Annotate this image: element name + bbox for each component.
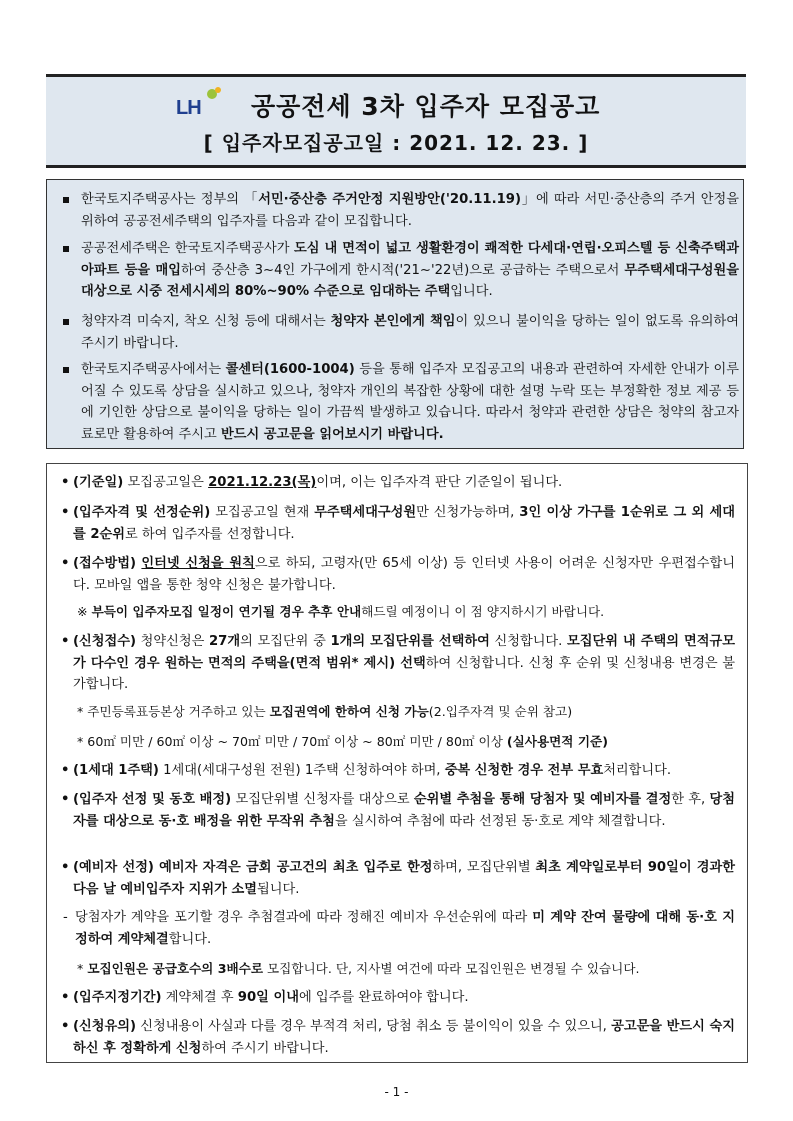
notice-text xyxy=(73,472,735,494)
text-run: (입주자 선정 및 동호 배정) xyxy=(73,792,232,807)
intro-item xyxy=(63,359,739,445)
notice-text xyxy=(75,907,735,950)
logo-dot-yellow xyxy=(215,87,221,93)
notice-item xyxy=(61,789,735,832)
notice-note xyxy=(77,701,737,723)
notice-item xyxy=(61,502,735,545)
text-run: 만 신청가능하며, xyxy=(416,505,520,520)
text-run: 부득이 입주자모집 일정이 연기될 경우 추후 안내 xyxy=(91,604,362,619)
notice-subitem xyxy=(63,907,735,950)
text-run: 최초 계약일로부터 90일이 경과한 다음 날 예비입주자 지위가 소멸 xyxy=(73,860,735,897)
text-run: 중복 신청한 경우 전부 무효 xyxy=(444,763,604,778)
dot-bullet-icon: • xyxy=(61,475,70,490)
notice-text xyxy=(73,987,735,1009)
text-run: (신청접수) xyxy=(73,634,137,649)
text-run: 신청합니다. xyxy=(489,634,568,649)
text-run: 반드시 공고문을 읽어보시기 바랍니다. xyxy=(220,426,444,442)
notice-text xyxy=(73,502,735,545)
intro-item xyxy=(63,311,739,354)
notice-item xyxy=(61,987,735,1009)
text-run: (실사용면적 기준) xyxy=(506,734,608,749)
text-run: 당첨자를 대상으로 동·호 배정을 위한 무작위 추첨 xyxy=(73,792,735,829)
dot-bullet-icon: • xyxy=(61,1019,70,1034)
text-run: 하여 주시기 바랍니다. xyxy=(201,1040,329,1056)
text-run: 에 입주를 완료하여야 합니다. xyxy=(298,990,469,1005)
text-run: 이며, 이는 입주자격 판단 기준일이 됩니다. xyxy=(316,475,563,490)
logo-text: LH xyxy=(176,97,201,119)
text-run: 공고문을 반드시 숙지하신 후 정확하게 신청 xyxy=(73,1019,735,1056)
text-run: 콜센터(1600-1004) xyxy=(225,362,355,377)
text-run: 」에 따라 서민·중산층의 주거 안정을 위하여 공공전세주택의 입주자를 다음과 같이 모집합니다. xyxy=(81,192,740,229)
dot-bullet-icon: • xyxy=(61,634,70,649)
text-run: 무주택세대구성원 xyxy=(314,505,417,520)
notice-box xyxy=(46,463,748,1063)
dash-bullet-icon: - xyxy=(63,910,68,925)
notice-note-text xyxy=(77,601,737,623)
text-run: 해드릴 예정이니 이 점 양지하시기 바랍니다. xyxy=(361,604,605,619)
dot-bullet-icon: • xyxy=(61,990,70,1005)
text-run: 무주택세대구성원을 대상으로 시중 전세시세의 80%~90% 수준으로 임대하는 주택 xyxy=(81,262,739,299)
text-run: (접수방법) xyxy=(73,556,137,571)
text-run: 하며, 모집단위별 xyxy=(432,860,536,875)
text-run: 모집공고일은 xyxy=(123,475,209,490)
text-run: 1개의 모집단위를 선택하여 xyxy=(330,634,490,649)
notice-item xyxy=(61,631,735,696)
text-run: 모집공고일 현재 xyxy=(210,505,315,520)
lh-logo xyxy=(176,87,238,127)
text-run: (1세대 1주택) xyxy=(73,763,159,778)
intro-item xyxy=(63,238,739,303)
text-run: 됩니다. xyxy=(256,881,300,897)
text-run: 입니다. xyxy=(450,284,493,299)
page-number: - 1 - xyxy=(384,1085,409,1099)
dot-bullet-icon: • xyxy=(61,792,70,807)
text-run: 인터넷 신청을 원칙 xyxy=(141,556,255,571)
notice-note xyxy=(77,958,737,980)
intro-text xyxy=(81,189,739,232)
text-run: (입주지정기간) xyxy=(73,990,162,1005)
dot-bullet-icon: • xyxy=(61,763,70,778)
square-bullet-icon xyxy=(63,197,69,203)
dot-bullet-icon: • xyxy=(61,505,70,520)
notice-note-text xyxy=(77,701,737,723)
text-run: (신청유의) xyxy=(73,1019,137,1034)
text-run: 하여 신청합니다. 신청 후 순위 및 신청내용 변경은 불가합니다. xyxy=(73,655,735,692)
text-run: ※ xyxy=(77,604,92,619)
notice-note-text xyxy=(77,958,737,980)
notice-text xyxy=(73,1016,735,1059)
notice-item xyxy=(61,1016,735,1059)
notice-item xyxy=(61,472,735,494)
text-run: 모집합니다. 단, 지사별 여건에 따라 모집인원은 변경될 수 있습니다. xyxy=(263,961,640,976)
intro-text xyxy=(81,359,739,445)
text-run: 당첨자가 계약을 포기할 경우 추첨결과에 따라 정해진 예비자 우선순위에 따라 xyxy=(75,910,533,925)
dot-bullet-icon: • xyxy=(61,860,70,875)
dot-bullet-icon: • xyxy=(61,556,70,571)
text-run: 90일 이내 xyxy=(237,990,299,1005)
square-bullet-icon xyxy=(63,367,69,373)
notice-note-text xyxy=(77,731,737,753)
intro-text xyxy=(81,238,739,303)
notice-text xyxy=(73,857,735,900)
text-run: 공공전세주택은 한국토지주택공사가 xyxy=(81,241,295,256)
text-run: 27개 xyxy=(209,634,241,649)
text-run: 2021.12.23(목) xyxy=(208,475,317,490)
notice-text xyxy=(73,760,735,782)
text-run: 모집단위별 신청자를 대상으로 xyxy=(231,792,414,807)
text-run: (입주자격 및 선정순위) xyxy=(73,505,211,520)
text-run: (기준일) xyxy=(73,475,124,490)
text-run: 모집단위 내 주택의 면적규모가 다수인 경우 원하는 면적의 주택을(면적 범위* 제시) 선택 xyxy=(73,634,735,671)
text-run: 이 있으니 불이익을 당하는 일이 없도록 유의하여 주시기 바랍니다. xyxy=(81,314,739,351)
announcement-date: [ 입주자모집공고일 : 2021. 12. 23. ] xyxy=(203,131,589,155)
text-run: 청약자 본인에게 책임 xyxy=(330,314,456,329)
text-run: 등을 통해 입주자 모집공고의 내용과 관련하여 자세한 안내가 이루어질 수 있도록 상담을 실시하고 있으나, 청약자 개인의 복잡한 상황에 대한 설명 누락 또는 부정확한 정보 제공 등에 기인한 상담으로 불이익을 당하는 일이 가끔씩 발생하고 있습니다. 따라서 청약과 관련한 상담은 청약의 참고자료로만 활용하여 주시고 xyxy=(81,362,739,442)
text-run: 계약체결 후 xyxy=(161,990,238,1005)
notice-item xyxy=(61,857,735,900)
text-run: * 주민등록표등본상 거주하고 있는 xyxy=(77,704,270,719)
text-run: * xyxy=(77,961,88,976)
intro-box xyxy=(46,179,744,449)
notice-text xyxy=(73,553,735,596)
intro-text xyxy=(81,311,739,354)
text-run: 청약자격 미숙지, 착오 신청 등에 대해서는 xyxy=(81,314,331,329)
square-bullet-icon xyxy=(63,246,69,252)
text-run: 도심 내 면적이 넓고 생활환경이 쾌적한 다세대·연립·오피스텔 등 신축주택과 아파트 등을 매입 xyxy=(81,241,739,278)
text-run: 순위별 추첨을 통해 당첨자 및 예비자를 결정 xyxy=(413,792,672,807)
text-run: * 60㎡ 미만 / 60㎡ 이상 ~ 70㎡ 미만 / 70㎡ 이상 ~ 80㎡ 미만 / 80㎡ 이상 xyxy=(77,734,507,749)
text-run: 로 하여 입주자를 선정합니다. xyxy=(124,526,295,542)
text-run: 모집권역에 한하여 신청 가능 xyxy=(269,704,429,719)
text-run: 3인 이상 가구를 1순위로 그 외 세대를 2순위 xyxy=(73,505,736,542)
text-run: 미 계약 잔여 물량에 대해 동·호 지정하여 계약체결 xyxy=(75,910,735,947)
text-run: 모집인원은 공급호수의 3배수로 xyxy=(87,961,263,976)
notice-item xyxy=(61,760,735,782)
notice-text xyxy=(73,789,735,832)
text-run: 청약신청은 xyxy=(136,634,209,649)
notice-note xyxy=(77,601,737,623)
title-banner xyxy=(46,74,746,168)
text-run: 한국토지주택공사는 정부의 「 xyxy=(81,192,259,207)
square-bullet-icon xyxy=(63,319,69,325)
notice-text xyxy=(73,631,735,696)
text-run: 으로 하되, 고령자(만 65세 이상) 등 인터넷 사용이 어려운 신청자만 우편접수합니다. 모바일 앱을 통한 청약 신청은 불가합니다. xyxy=(73,556,735,593)
text-run: 을 실시하여 추첨에 따라 선정된 동·호로 계약 체결합니다. xyxy=(334,813,666,829)
text-run: 서민·중산층 주거안정 지원방안('20.11.19) xyxy=(258,192,522,207)
page-title: 공공전세 3차 입주자 모집공고 xyxy=(251,92,601,121)
notice-note xyxy=(77,731,737,753)
text-run: 합니다. xyxy=(168,931,212,947)
text-run: 신청내용이 사실과 다를 경우 부적격 처리, 당첨 취소 등 불이익이 있을 수 있으니, xyxy=(136,1019,612,1034)
text-run: 의 모집단위 중 xyxy=(240,634,331,649)
text-run: 한국토지주택공사에서는 xyxy=(81,362,226,377)
text-run: 1세대(세대구성원 전원) 1주택 신청하여야 하며, xyxy=(158,763,445,778)
text-run: (2.입주자격 및 순위 참고) xyxy=(428,704,573,719)
intro-item xyxy=(63,189,739,232)
text-run: 한 후, xyxy=(671,792,710,807)
text-run: 처리합니다. xyxy=(603,763,672,778)
notice-item xyxy=(61,553,735,596)
text-run: (예비자 선정) 예비자 자격은 금회 공고건의 최초 입주로 한정 xyxy=(73,860,433,875)
text-run: 하여 중산층 3~4인 가구에게 한시적('21~'22년)으로 공급하는 주택으로서 xyxy=(180,262,625,278)
